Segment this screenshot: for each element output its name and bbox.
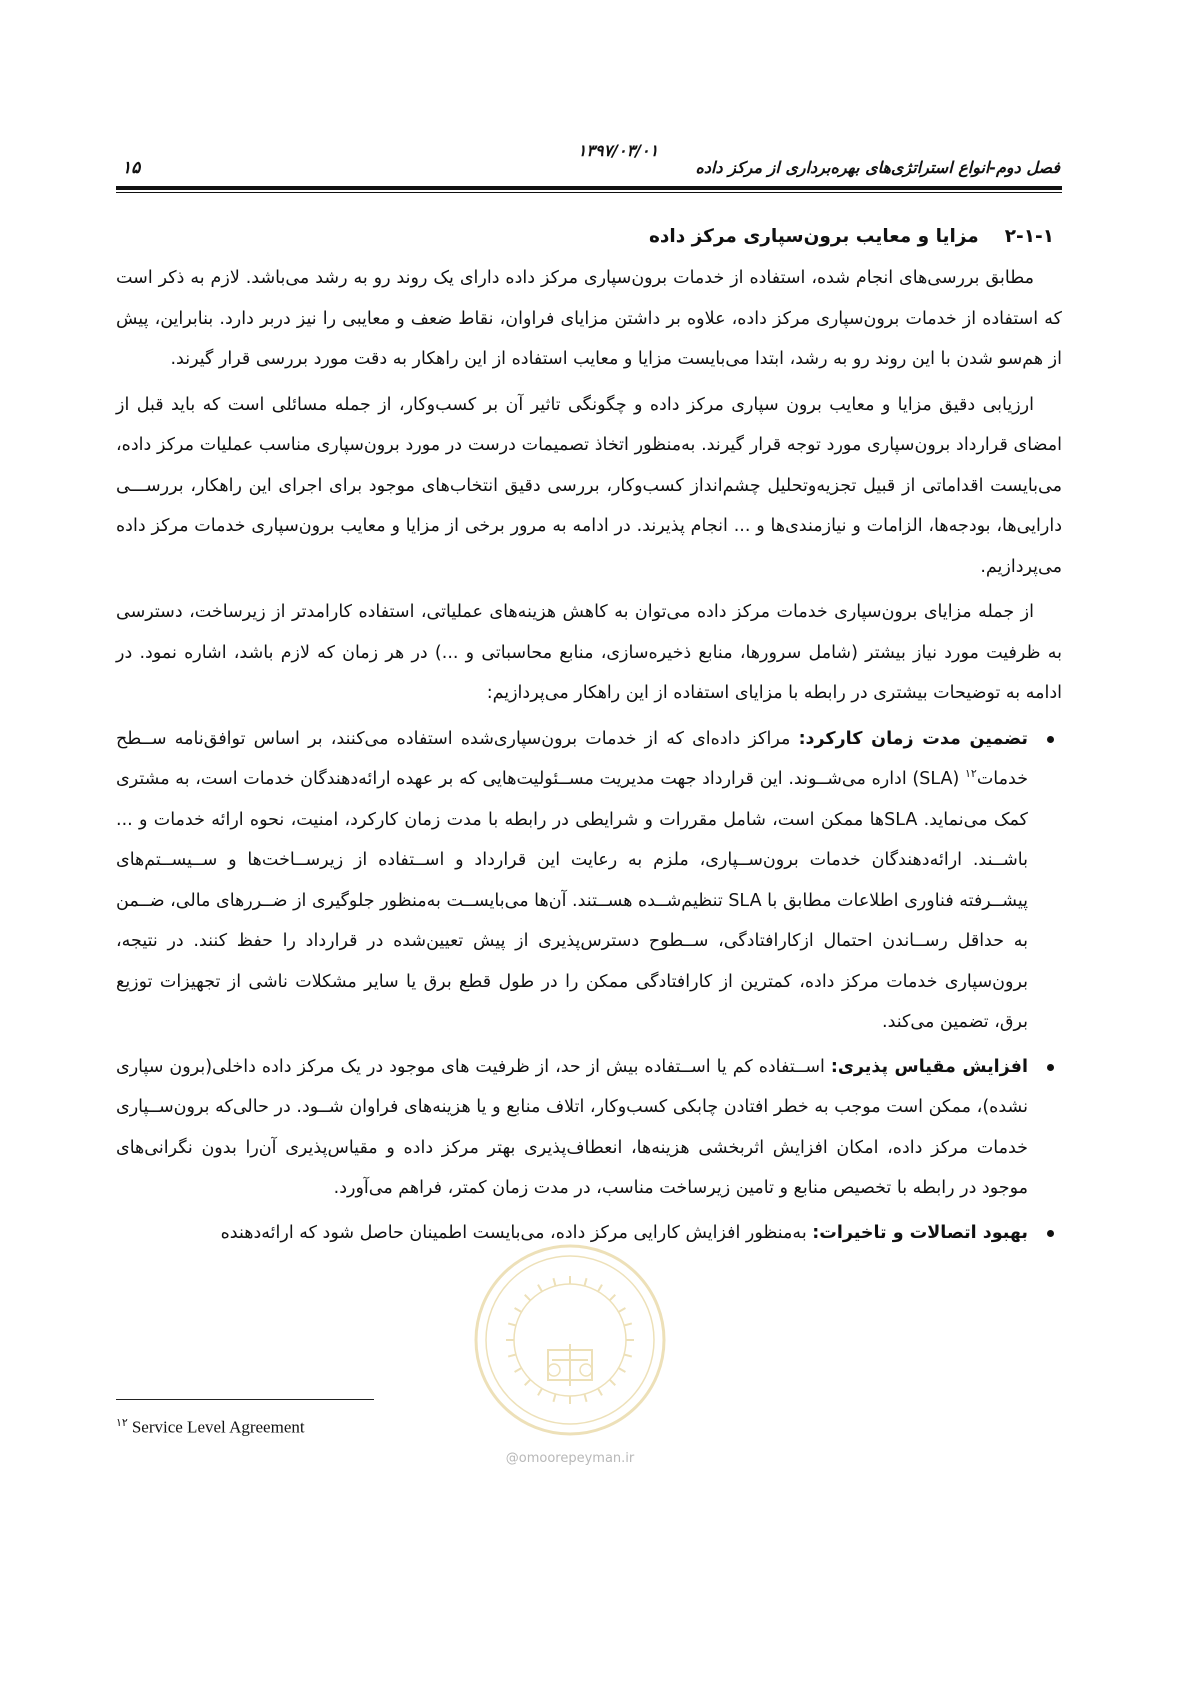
paragraph: از جمله مزایای برون‌سپاری خدمات مرکز داده می‌توان به کاهش هزینه‌های عملیاتی، استفاده کارامدتر از زیرساخت، دسترسی به ظرفیت مورد نیاز بیشتر (شامل سرورها، منابع ذخیره‌سازی، منابع محاسباتی و ...) در هر زمان که لازم باشد، اشاره نمود. در ادامه به توضیحات بیشتری در رابطه با مزایای استفاده از این راهکار می‌پردازیم: <box>116 602 1062 703</box>
section-heading <box>116 216 1062 258</box>
seal-tooth <box>598 1285 602 1292</box>
bullet-dot-icon <box>1047 1064 1054 1071</box>
list-item <box>116 1047 1062 1209</box>
running-header <box>118 138 1060 188</box>
seal-tooth <box>508 1354 516 1356</box>
seal-tooth <box>538 1388 542 1395</box>
footnote <box>116 1416 305 1438</box>
seal-tooth <box>584 1278 586 1286</box>
advantages-list <box>116 719 1062 1254</box>
list-item-text: مراکز داده‌ای که از خدمات برون‌سپاری‌شده استفاده می‌کنند، بر اساس توافق‌نامه ســطح خدمات <box>116 728 1029 789</box>
seal-tooth <box>515 1368 522 1372</box>
seal-tooth <box>515 1308 522 1312</box>
bullet-dot-icon <box>1047 736 1054 743</box>
seal-tooth <box>553 1394 555 1402</box>
section-title: مزایا و معایب برون‌سپاری مرکز داده <box>648 226 979 247</box>
footnote-mark: ۱۲ <box>116 1417 128 1429</box>
bullet-dot-icon <box>1047 1230 1054 1237</box>
chapter-title: فصل دوم-انواع استراتژی‌های بهره‌برداری از مرکز داده <box>695 158 1060 177</box>
seal-logo-icon <box>470 1240 670 1440</box>
seal-tooth <box>618 1368 625 1372</box>
list-item-text-continued: (SLA) اداره می‌شــوند. این قرارداد جهت مدیریت مســئولیت‌هایی که بر عهده ارائه‌دهندگان خدمات است، به مشتری کمک می‌نماید. SLAها ممکن است، شامل مقررات و شرایطی در رابطه با مدت زمان کارکرد، امنیت، نحوه ارائه خدمات و ... باشــند. ارائه‌دهندگان خدمات برون‌ســپاری، ملزم به رعایت این قرارداد و اســتفاده از زیرســاخت‌ها و ســیســتم‌های پیشــرفته فناوری اطلاعات مطابق با SLA تنظیم‌شــده هســتند. آن‌ها می‌بایســت به‌منظور جلوگیری از ضــررهای مالی، ضــمن به حداقل رســاندن احتمال ازکارافتادگی، ســطوح دسترس‌پذیری از پیش تعیین‌شده در قرارداد را حفظ کنند. در نتیجه، برون‌سپاری خدمات مرکز داده، کمترین از کارافتادگی ممکن را در طول قطع برق یا سایر مشکلات ناشی از تجهیزات توزیع برق، تضمین می‌کند. <box>116 769 1028 1032</box>
list-item-lead: تضمین مدت زمان کارکرد: <box>798 728 1028 749</box>
list-item-text: به‌منظور افزایش کارایی مرکز داده، می‌بایست اطمینان حاصل شود که ارائه‌دهنده <box>220 1222 813 1243</box>
watermark-seal <box>470 1240 670 1440</box>
seal-tooth <box>525 1295 531 1301</box>
footnote-reference[interactable]: ۱۲ <box>965 767 977 781</box>
page-number: ۱۵ <box>122 158 141 178</box>
header-date: ۱۳۹۷/۰۳/۰۱ <box>577 141 659 160</box>
seal-tooth <box>553 1278 555 1286</box>
footnote-separator <box>116 1399 374 1400</box>
seal-tooth <box>624 1323 632 1325</box>
footnote-text: Service Level Agreement <box>131 1417 305 1437</box>
list-item-lead: بهبود اتصالات و تاخیرات: <box>812 1222 1028 1243</box>
seal-tooth <box>624 1354 632 1356</box>
paragraph: ارزیابی دقیق مزایا و معایب برون سپاری مرکز داده و چگونگی تاثیر آن بر کسب‌وکار، از جمله مسائلی است که باید قبل از امضای قرارداد برون‌سپاری مورد توجه قرار گیرند. به‌منظور اتخاذ تصمیمات درست در مورد برون‌سپاری مناسب عملیات مرکز داده، می‌بایست اقداماتی از قبیل تجزیه‌وتحلیل چشم‌انداز کسب‌وکار، بررسی دقیق انتخاب‌های موجود برای اجرای این راهکار، بررســـی دارایی‌ها، بودجه‌ها، الزامات و نیازمندی‌ها و ... انجام پذیرند. در ادامه به مرور برخی از مزایا و معایب برون‌سپاری خدمات مرکز داده می‌پردازیم. <box>116 394 1062 577</box>
list-item-lead: افزایش مقیاس پذیری: <box>830 1056 1028 1077</box>
seal-tooth <box>618 1308 625 1312</box>
seal-tooth <box>598 1388 602 1395</box>
list-item <box>116 719 1062 1043</box>
seal-tooth <box>525 1380 531 1386</box>
seal-tooth <box>508 1323 516 1325</box>
paragraph: مطابق بررسی‌های انجام شده، استفاده از خدمات برون‌سپاری مرکز داده دارای یک روند رو به رشد می‌باشد. لازم به ذکر است که استفاده از خدمات برون‌سپاری مرکز داده، علاوه بر داشتن مزایای فراوان، نقاط ضعف و معایبی را نیز دربر دارد. بنابراین، پیش از هم‌سو شدن با این روند رو به رشد، ابتدا می‌بایست مزایا و معایب استفاده از این راهکار به دقت مورد بررسی قرار گیرند. <box>116 268 1062 369</box>
watermark-url: @omoorepeyman.ir <box>505 1451 635 1466</box>
list-item-text: اســتفاده کم یا اســتفاده بیش از حد، از ظرفیت های موجود در یک مرکز داده داخلی(برون سپاری نشده)، ممکن است موجب به خطر افتادن چابکی کسب‌وکار، اتلاف منابع و یا هزینه‌های فراوان شــود. در حالی‌که برون‌ســپاری خدمات مرکز داده، امکان افزایش اثربخشی هزینه‌ها، انعطاف‌پذیری بهتر مرکز داده و مقیاس‌پذیری آن‌را بدون نگرانی‌های موجود در رابطه با تخصیص منابع و تامین زیرساخت مناسب، در مدت زمان کمتر، فراهم می‌آورد. <box>116 1056 1028 1198</box>
section-number: ۲-۱-۱ <box>1004 226 1054 247</box>
header-rule-thick <box>116 186 1062 190</box>
seal-tooth <box>538 1285 542 1292</box>
seal-tooth <box>610 1380 616 1386</box>
header-rule-thin <box>116 192 1062 193</box>
seal-tooth <box>610 1295 616 1301</box>
body-content <box>116 216 1062 1257</box>
seal-tooth <box>584 1394 586 1402</box>
